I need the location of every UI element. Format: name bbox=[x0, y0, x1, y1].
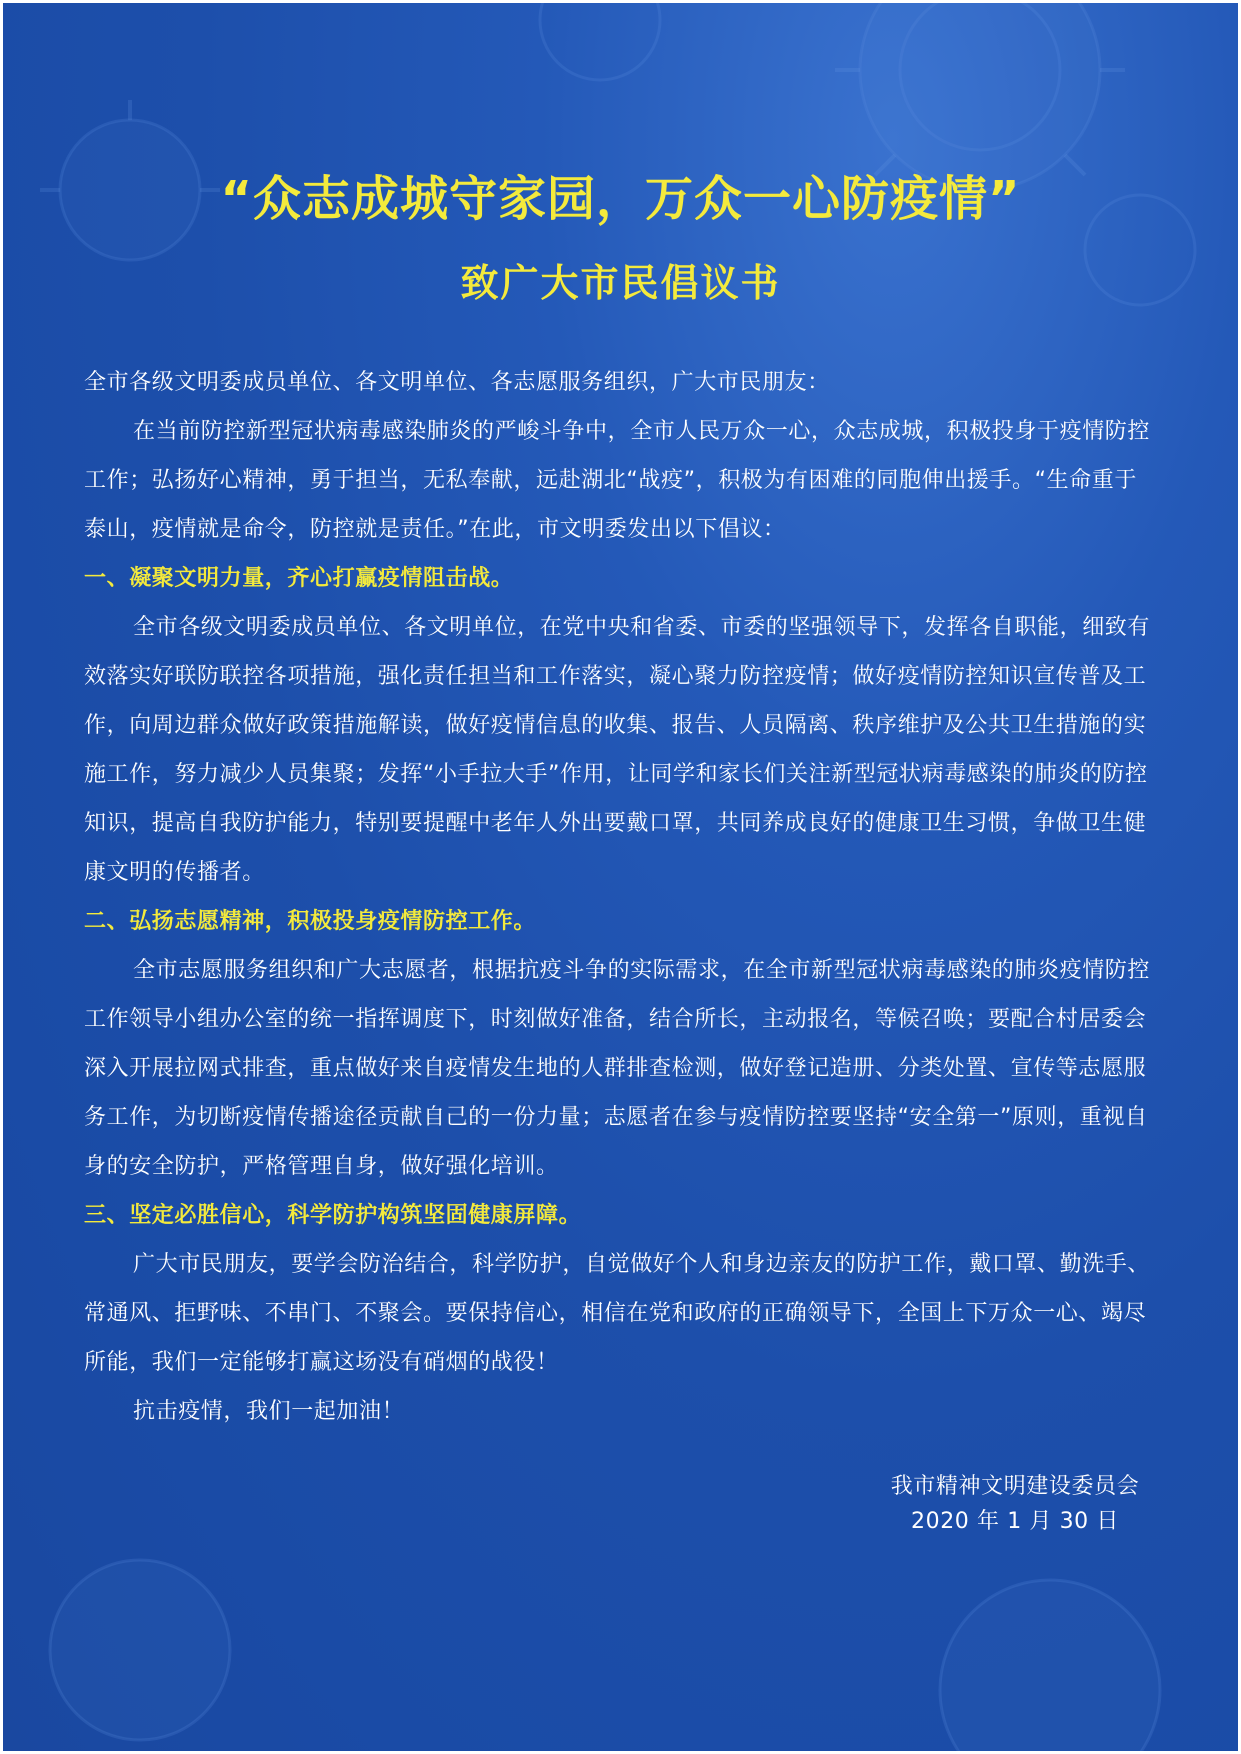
closing-line: 抗击疫情，我们一起加油！ bbox=[133, 1399, 405, 1424]
section-heading-3: 三、坚定必胜信心，科学防护构筑坚固健康屏障。 bbox=[84, 1203, 582, 1228]
signature-org: 我市精神文明建设委员会 bbox=[890, 1474, 1140, 1499]
section-paragraph-1: 全市各级文明委成员单位、各文明单位，在党中央和省委、市委的坚强领导下，发挥各自职能，细致有效落实好联防联控各项措施，强化责任担当和工作落实，凝心聚力防控疫情；做好疫情防控知识宣传普及工作，向周边群众做好政策措施解读，做好疫情信息的收集、报告、人员隔离、秩序维护及公共卫生措施的实施工作，努力减少人员集聚；发挥“小手拉大手”作用，让同学和家长们关注新型冠状病毒感染的肺炎的防控知识，提高自我防护能力，特别要提醒中老年人外出要戴口罩，共同养成良好的健康卫生习惯，争做卫生健康文明的传播者。 bbox=[84, 615, 1151, 885]
poster-subtitle: 致广大市民倡议书 bbox=[460, 261, 781, 305]
section-paragraph-3: 广大市民朋友，要学会防治结合，科学防护，自觉做好个人和身边亲友的防护工作，戴口罩、勤洗手、常通风、拒野味、不串门、不聚会。要保持信心，相信在党和政府的正确领导下，全国上下万众一心、竭尽所能，我们一定能够打赢这场没有硝烟的战役！ bbox=[84, 1252, 1151, 1375]
signature-block bbox=[850, 1469, 1180, 1539]
proposal-body bbox=[84, 358, 1158, 1436]
intro-paragraph: 在当前防控新型冠状病毒感染肺炎的严峻斗争中，全市人民万众一心，众志成城，积极投身于疫情防控工作；弘扬好心精神，勇于担当，无私奉献，远赴湖北“战疫”，积极为有困难的同胞伸出援手。“生命重于泰山，疫情就是命令，防控就是责任。”在此，市文明委发出以下倡议： bbox=[84, 419, 1151, 542]
signature-date: 2020 年 1 月 30 日 bbox=[911, 1509, 1119, 1534]
salutation: 全市各级文明委成员单位、各文明单位、各志愿服务组织，广大市民朋友： bbox=[84, 370, 830, 395]
poster-title: “众志成城守家园，万众一心防疫情” bbox=[220, 171, 1021, 227]
section-heading-1: 一、凝聚文明力量，齐心打赢疫情阻击战。 bbox=[84, 566, 514, 591]
section-paragraph-2: 全市志愿服务组织和广大志愿者，根据抗疫斗争的实际需求，在全市新型冠状病毒感染的肺炎疫情防控工作领导小组办公室的统一指挥调度下，时刻做好准备，结合所长，主动报名，等候召唤；要配合村居委会深入开展拉网式排查，重点做好来自疫情发生地的人群排查检测，做好登记造册、分类处置、宣传等志愿服务工作，为切断疫情传播途径贡献自己的一份力量；志愿者在参与疫情防控要坚持“安全第一”原则，重视自身的安全防护，严格管理自身，做好强化培训。 bbox=[84, 958, 1151, 1179]
section-heading-2: 二、弘扬志愿精神，积极投身疫情防控工作。 bbox=[84, 909, 537, 934]
